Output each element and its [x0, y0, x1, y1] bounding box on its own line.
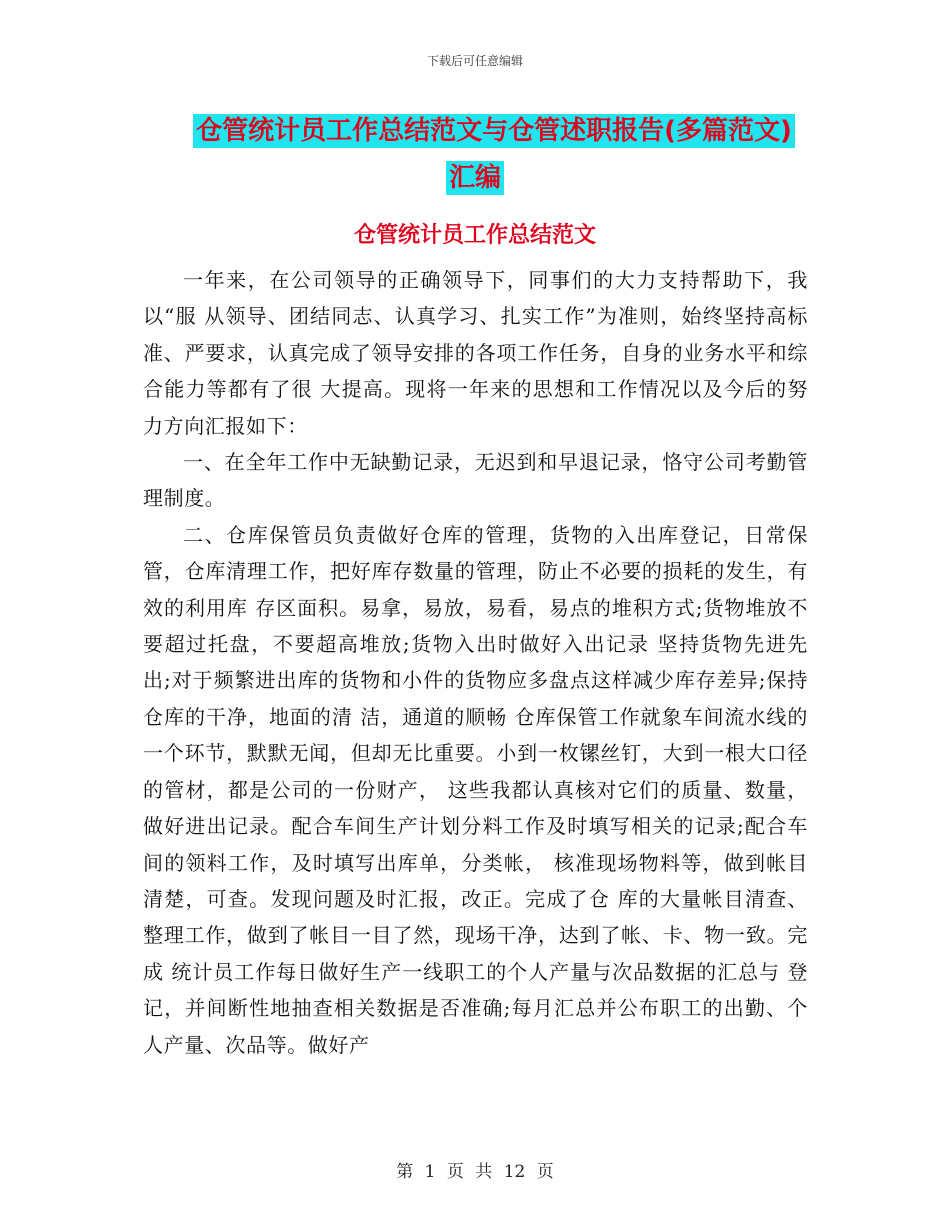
paragraph-warehouse-duties: 二、仓库保管员负责做好仓库的管理，货物的入出库登记，日常保管，仓库清理工作，把好库存数量的管理，防止不必要的损耗的发生，有效的利用库 存区面积。易拿，易放，易看，易点的堆积方式;货物堆放不要超过托盘，不要超高堆放;货物入出时做好入出记录 坚持货物先进先 出;对于频繁进出库的货物和小件的货物应多盘点这样减少库存差异;保持仓库的干净，地面的清 洁，通道的顺畅 仓库保管工作就象车间流水线的一个环节，默默无闻，但却无比重要。小到一枚镙丝钉，大到一根大口径的管材，都是公司的一份财产， 这些我都认真核对它们的质量、数量，做好进出记录。配合车间生产计划分料工作及时填写相关的记录;配合车间的领料工作，及时填写出库单，分类帐， 核准现场物料等，做到帐目清楚，可查。发现问题及时汇报，改正。完成了仓 库的大量帐目清查、整理工作，做到了帐目一目了然，现场干净，达到了帐、卡、物一致。完成 统计员工作每日做好生产一线职工的个人产量与次品数据的汇总与 登记，并间断性地抽查相关数据是否准确;每月汇总并公布职工的出勤、个人产量、次品等。做好产	[143, 522, 808, 1057]
page-header-note: 下载后可任意编辑	[426, 54, 523, 68]
paragraph-attendance: 一、在全年工作中无缺勤记录，无迟到和早退记录，恪守公司考勤管理制度。	[143, 450, 808, 511]
document-title	[0, 108, 950, 202]
title-highlight: 仓管统计员工作总结范文与仓管述职报告(多篇范文)	[193, 114, 795, 148]
section-title: 仓管统计员工作总结范文	[353, 223, 596, 248]
document-body	[143, 262, 808, 1063]
title-highlight: 汇编	[446, 161, 504, 195]
paragraph-intro: 一年来，在公司领导的正确领导下，同事们的大力支持帮助下，我以“服 从领导、团结同志、认真学习、扎实工作”为准则，始终坚持高标准、严要求，认真完成了领导安排的各项工作任务，自身的业务水平和综合能力等都有了很 大提高。现将一年来的思想和工作情况以及今后的努力方向汇报如下：	[143, 268, 808, 438]
document-title-line-2	[0, 155, 950, 202]
page-number-footer: 第 1 页 共 12 页	[396, 1162, 554, 1182]
document-title-line-1	[0, 108, 950, 155]
